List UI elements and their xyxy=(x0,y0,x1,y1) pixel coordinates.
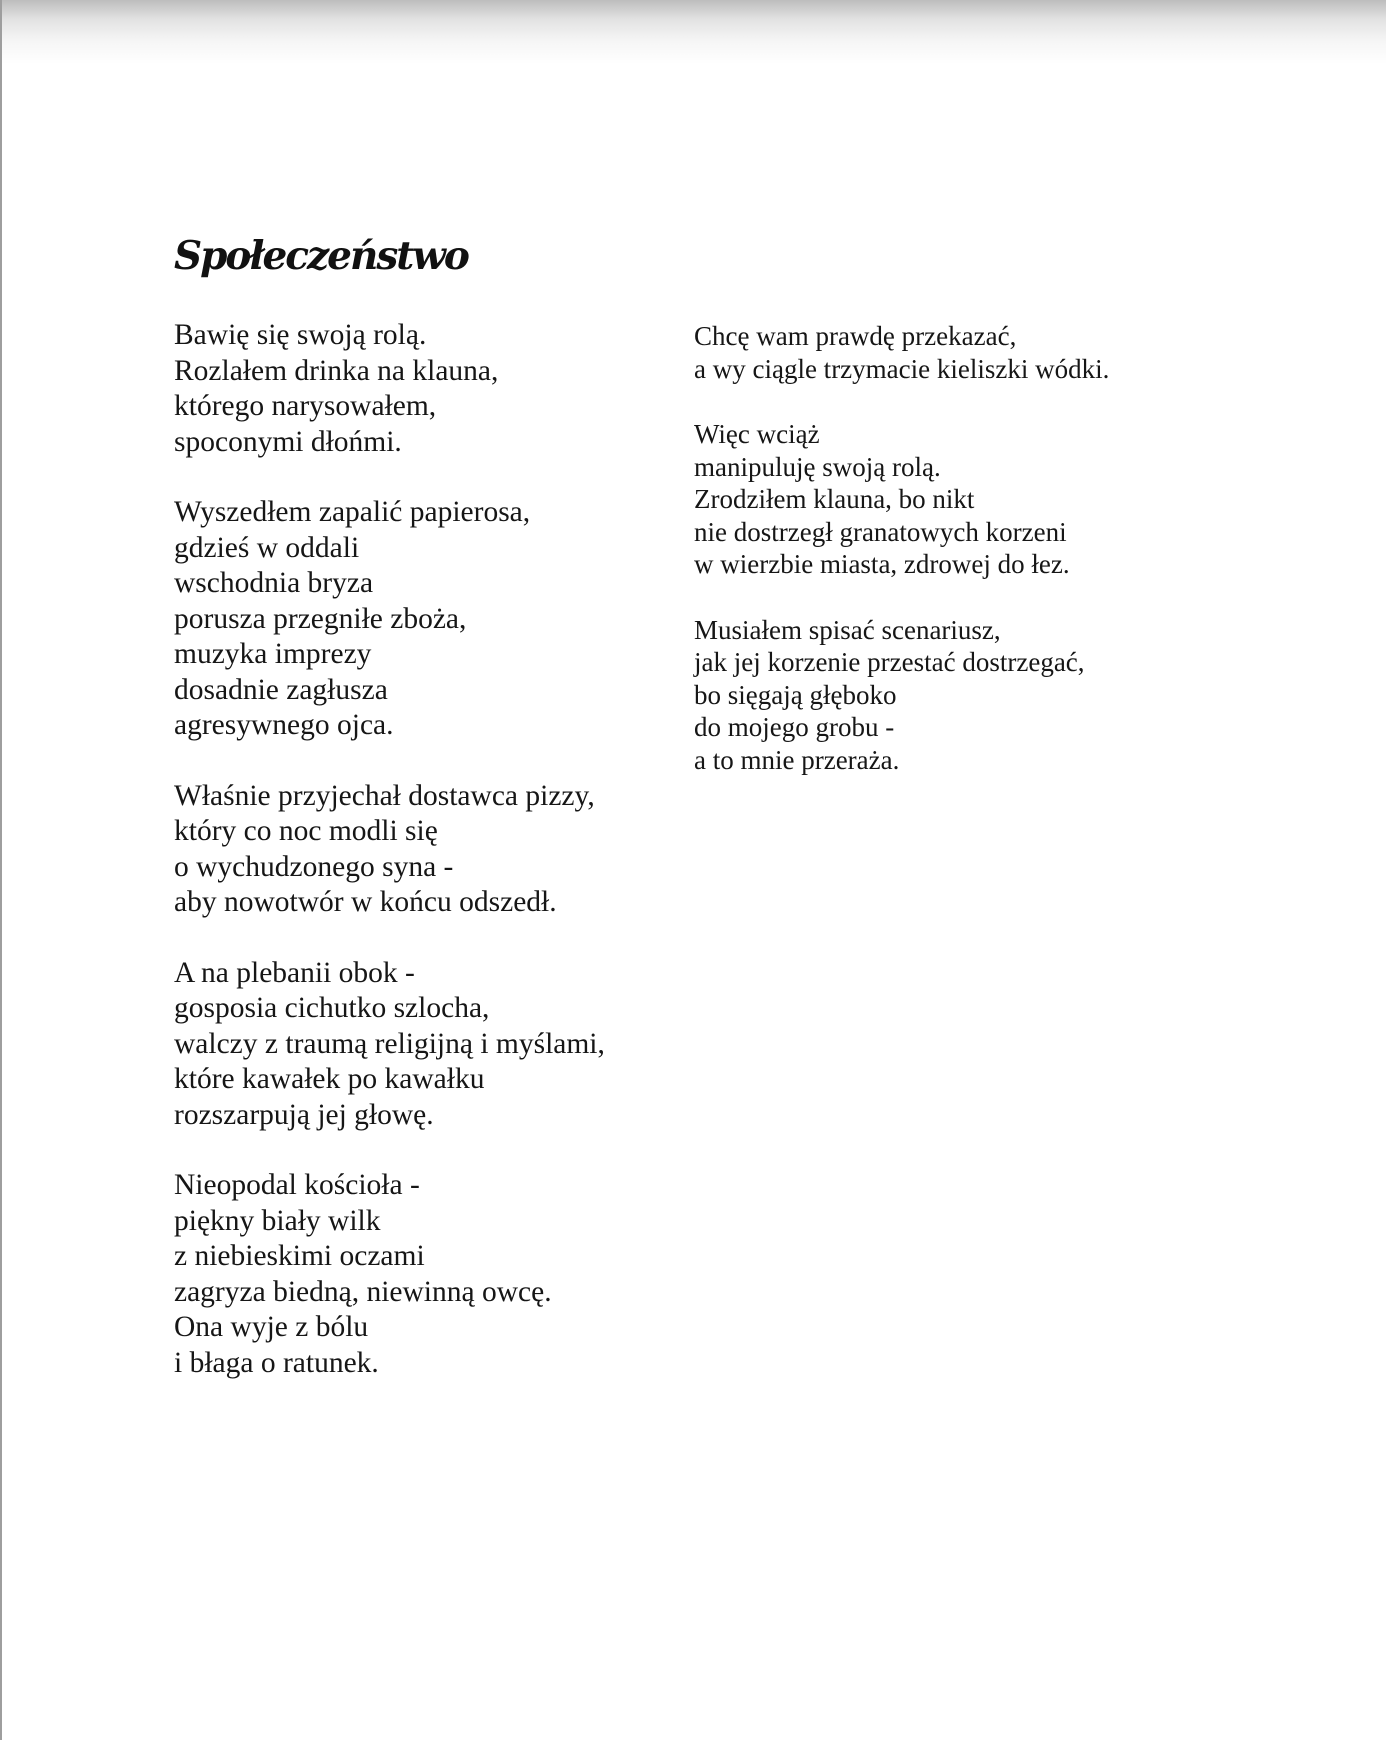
poem-line: Właśnie przyjechał dostawca pizzy, xyxy=(174,779,595,812)
poem-line: Chcę wam prawdę przekazać, xyxy=(694,321,1017,351)
poem-line: rozszarpują jej głowę. xyxy=(174,1098,434,1131)
poem-line: spoconymi dłońmi. xyxy=(174,425,402,458)
poem-line: a wy ciągle trzymacie kieliszki wódki. xyxy=(694,353,1110,384)
poem-line: jak jej korzenie przestać dostrzegać, xyxy=(694,647,1085,677)
poem-line: a to mnie przeraża. xyxy=(694,744,900,775)
stanza xyxy=(694,320,1294,385)
stanza xyxy=(174,318,694,460)
poem-line: gosposia cichutko szlocha, xyxy=(174,992,490,1024)
stanza xyxy=(174,956,694,1134)
poem-line: i błaga o ratunek. xyxy=(174,1346,379,1379)
poem-left-column xyxy=(174,318,694,1416)
poem-line: piękny biały wilk xyxy=(174,1204,381,1237)
poem-line: Ona wyje z bólu xyxy=(174,1311,369,1343)
poem-line: dosadnie zagłusza xyxy=(174,673,388,706)
poem-line: którego narysowałem, xyxy=(174,390,437,422)
poem-line: Bawię się swoją rolą. xyxy=(174,319,427,351)
poem-title: Społeczeństwo xyxy=(174,233,468,279)
poem-line: do mojego grobu - xyxy=(694,712,895,742)
poem-line: nie dostrzegł granatowych korzeni xyxy=(694,516,1067,547)
poem-line: Więc wciąż xyxy=(694,419,820,449)
poem-line: porusza przegniłe zboża, xyxy=(174,602,467,635)
stanza xyxy=(174,779,694,921)
stanza xyxy=(694,614,1294,777)
poem-line: manipuluję swoją rolą. xyxy=(694,451,941,482)
poem-line: Wyszedłem zapalić papierosa, xyxy=(174,496,531,528)
poem-line: Musiałem spisać scenariusz, xyxy=(694,614,1001,645)
poem-line: który co noc modli się xyxy=(174,815,438,847)
poem-line: wschodnia bryza xyxy=(174,567,374,599)
poem-line: bo sięgają głęboko xyxy=(694,679,897,710)
poem-line: aby nowotwór w końcu odszedł. xyxy=(174,886,557,918)
stanza xyxy=(174,1168,694,1381)
poem-line: walczy z traumą religijną i myślami, xyxy=(174,1027,605,1060)
poem-line: Nieopodal kościoła - xyxy=(174,1169,420,1201)
poem-line: które kawałek po kawałku xyxy=(174,1063,485,1095)
poem-line: Zrodziłem klauna, bo nikt xyxy=(694,484,975,514)
poem-line: agresywnego ojca. xyxy=(174,709,394,741)
poem-line: o wychudzonego syna - xyxy=(174,850,454,883)
poem-line: A na plebanii obok - xyxy=(174,956,415,989)
poem-line: gdzieś w oddali xyxy=(174,531,360,564)
poem-line: zagryza biedną, niewinną owcę. xyxy=(174,1275,552,1308)
poem-line: muzyka imprezy xyxy=(174,638,372,670)
stanza xyxy=(694,418,1294,581)
poem-line: Rozlałem drinka na klauna, xyxy=(174,354,499,387)
poem-right-column xyxy=(694,320,1294,809)
poem-line: w wierzbie miasta, zdrowej do łez. xyxy=(694,549,1070,579)
stanza xyxy=(174,495,694,744)
poem-line: z niebieskimi oczami xyxy=(174,1240,425,1272)
